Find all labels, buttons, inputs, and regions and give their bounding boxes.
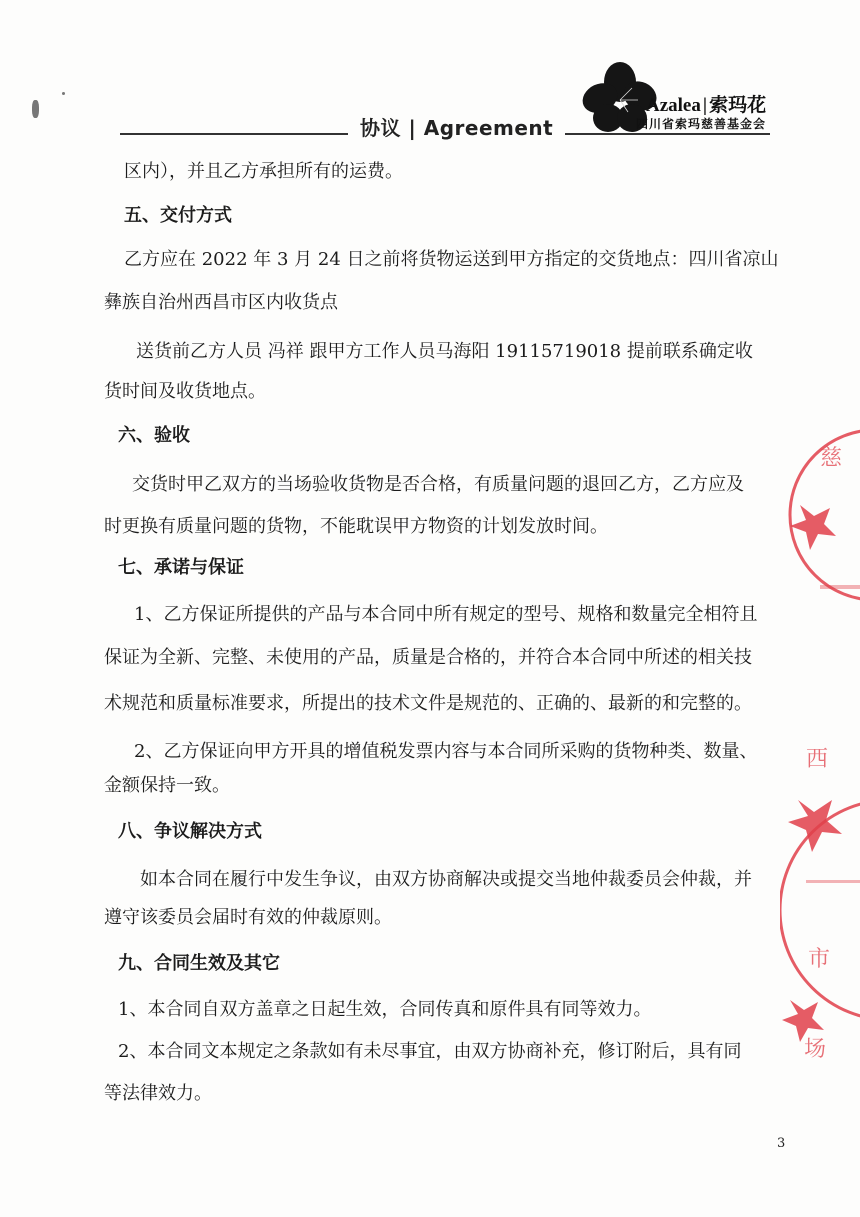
- body-line: 遵守该委员会届时有效的仲裁原则。: [104, 907, 392, 928]
- svg-text:西: 西: [806, 747, 829, 772]
- section-heading: 六、验收: [118, 425, 190, 446]
- page-header-title: 协议 | Agreement: [348, 112, 565, 141]
- body-line: 2、乙方保证向甲方开具的增值税发票内容与本合同所采购的货物种类、数量、: [134, 741, 758, 762]
- svg-text:市: 市: [808, 947, 831, 972]
- svg-text:慈: 慈: [820, 446, 843, 471]
- body-line: 乙方应在 2022 年 3 月 24 日之前将货物运送到甲方指定的交货地点：四川省凉山: [124, 249, 779, 270]
- section-heading: 八、争议解决方式: [118, 821, 262, 842]
- body-line: 1、乙方保证所提供的产品与本合同中所有规定的型号、规格和数量完全相符且: [134, 604, 758, 625]
- body-line: 如本合同在履行中发生争议，由双方协商解决或提交当地仲裁委员会仲裁，并: [140, 869, 752, 890]
- body-line: 1、本合同自双方盖章之日起生效，合同传真和原件具有同等效力。: [118, 999, 652, 1020]
- body-line: 术规范和质量标准要求，所提出的技术文件是规范的、正确的、最新的和完整的。: [104, 693, 752, 714]
- body-line: 保证为全新、完整、未使用的产品，质量是合格的，并符合本合同中所述的相关技: [104, 647, 752, 668]
- section-heading: 七、承诺与保证: [118, 557, 244, 578]
- body-line: 彝族自治州西昌市区内收货点: [104, 292, 338, 313]
- scan-speck: [62, 92, 65, 95]
- svg-text:场: 场: [804, 1037, 827, 1062]
- scan-speck: [32, 100, 39, 118]
- official-seal-stamp: [780, 420, 860, 1120]
- logo-english-name: Azalea | 索玛花: [646, 95, 767, 116]
- body-line: 2、本合同文本规定之条款如有未尽事宜，由双方协商补充，修订附后，具有同: [118, 1041, 742, 1062]
- body-line: 金额保持一致。: [104, 775, 230, 796]
- foundation-name: 四川省索玛慈善基金会: [636, 117, 767, 131]
- body-line: 区内），并且乙方承担所有的运费。: [124, 161, 403, 182]
- body-line: 等法律效力。: [104, 1083, 212, 1104]
- body-line: 货时间及收货地点。: [104, 381, 266, 402]
- page-number: 3: [777, 1136, 786, 1151]
- body-line: 送货前乙方人员 冯祥 跟甲方工作人员马海阳 19115719018 提前联系确定收: [136, 341, 753, 362]
- body-line: 交货时甲乙双方的当场验收货物是否合格，有质量问题的退回乙方，乙方应及: [132, 474, 744, 495]
- foundation-logo: [580, 60, 775, 140]
- section-heading: 五、交付方式: [124, 205, 232, 226]
- body-line: 时更换有质量问题的货物，不能耽误甲方物资的计划发放时间。: [104, 516, 608, 537]
- section-heading: 九、合同生效及其它: [118, 953, 280, 974]
